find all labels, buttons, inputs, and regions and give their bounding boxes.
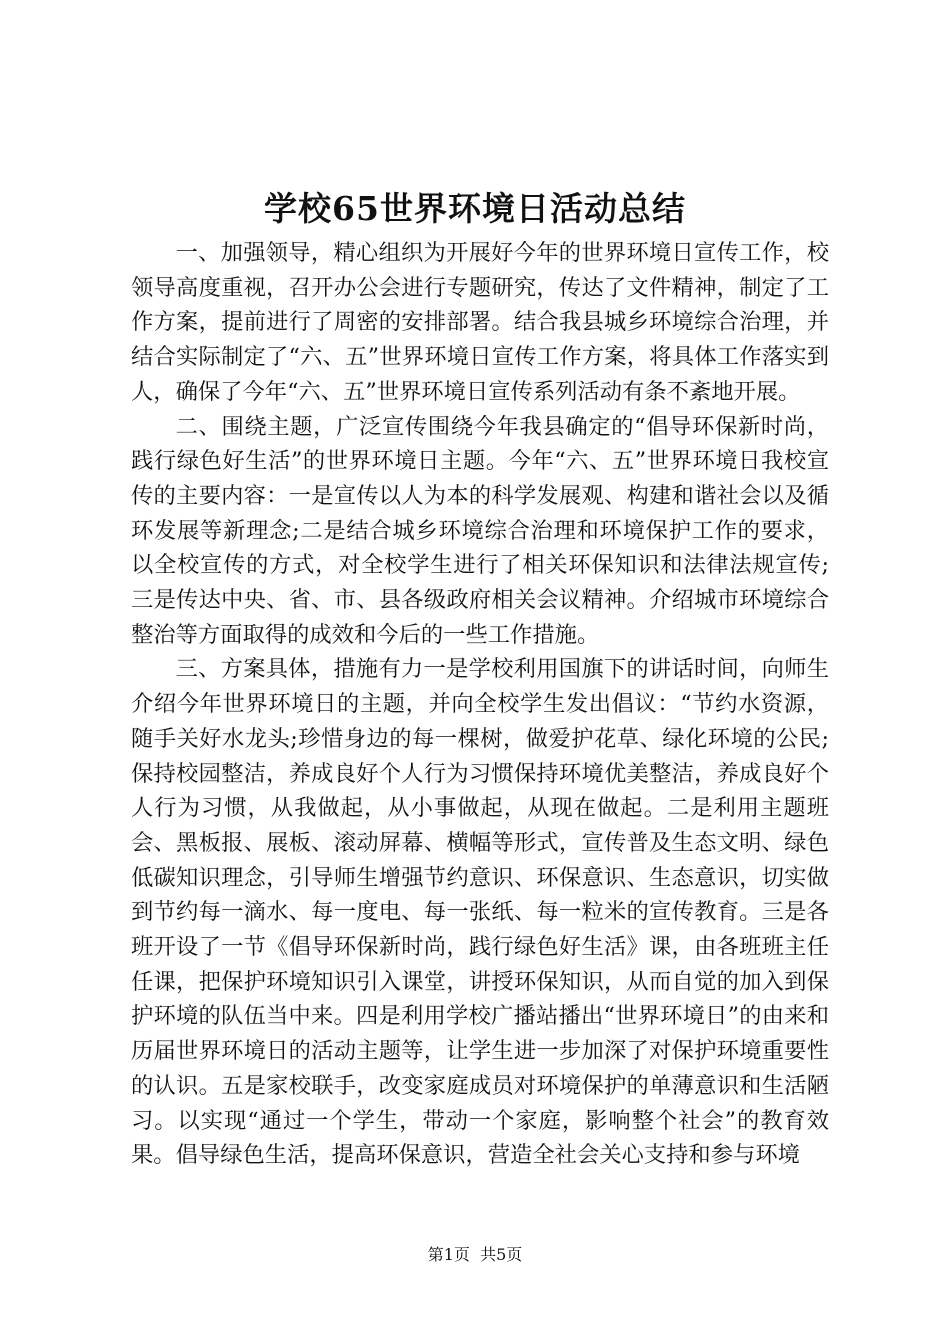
page-number: 第1页 xyxy=(427,1245,470,1264)
document-body xyxy=(131,236,829,1173)
paragraph-measures: 三、方案具体，措施有力一是学校利用国旗下的讲话时间，向师生介绍今年世界环境日的主题，并向全校学生发出倡议：“节约水资源，随手关好水龙头;珍惜身边的每一棵树，做爱护花草、绿化环境的公民;保持校园整洁，养成良好个人行为习惯保持环境优美整洁，养成良好个人行为习惯，从我做起，从小事做起，从现在做起。二是利用主题班会、黑板报、展板、滚动屏幕、横幅等形式，宣传普及生态文明、绿色低碳知识理念，引导师生增强节约意识、环保意识、生态意识，切实做到节约每一滴水、每一度电、每一张纸、每一粒米的宣传教育。三是各班开设了一节《倡导环保新时尚，践行绿色好生活》课，由各班班主任任课，把保护环境知识引入课堂，讲授环保知识，从而自觉的加入到保护环境的队伍当中来。四是利用学校广播站播出“世界环境日”的由来和历届世界环境日的活动主题等，让学生进一步加深了对保护环境重要性的认识。五是家校联手，改变家庭成员对环境保护的单薄意识和生活陋习。以实现“通过一个学生，带动一个家庭，影响整个社会”的教育效果。倡导绿色生活，提高环保意识，营造全社会关心支持和参与环境 xyxy=(131,656,829,1169)
page-footer xyxy=(0,1244,950,1266)
paragraph-theme: 二、围绕主题，广泛宣传围绕今年我县确定的“倡导环保新时尚，践行绿色好生活”的世界环境日主题。今年“六、五”世界环境日我校宣传的主要内容：一是宣传以人为本的科学发展观、构建和谐社会以及循环发展等新理念;二是结合城乡环境综合治理和环境保护工作的要求，以全校宣传的方式，对全校学生进行了相关环保知识和法律法规宣传;三是传达中央、省、市、县各级政府相关会议精神。介绍城市环境综合整治等方面取得的成效和今后的一些工作措施。 xyxy=(131,413,829,648)
page-total: 共5页 xyxy=(480,1245,523,1264)
document-title: 学校65世界环境日活动总结 xyxy=(264,189,686,228)
paragraph-leadership: 一、加强领导，精心组织为开展好今年的世界环境日宣传工作，校领导高度重视，召开办公会进行专题研究，传达了文件精神，制定了工作方案，提前进行了周密的安排部署。结合我县城乡环境综合治理，并结合实际制定了“六、五”世界环境日宣传工作方案，将具体工作落实到人，确保了今年“六、五”世界环境日宣传系列活动有条不紊地开展。 xyxy=(131,240,829,405)
